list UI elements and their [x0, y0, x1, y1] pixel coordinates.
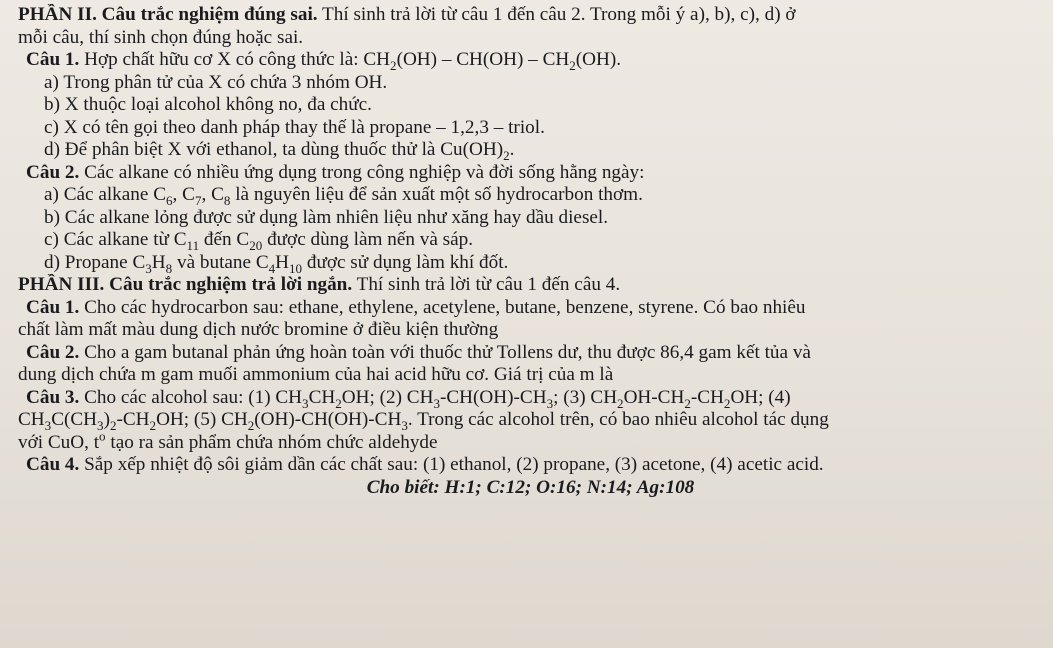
part2-intro-line1	[18, 4, 1043, 27]
part3-intro-line	[18, 274, 1043, 297]
part3-q4-line: Câu 4. Sắp xếp nhiệt độ sôi giảm dần các chất sau: (1) ethanol, (2) propane, (3) acetone, (4) acetic acid.	[26, 454, 824, 475]
part3-intro-text: Thí sinh trả lời từ câu 1 đến câu 4.	[352, 274, 621, 295]
part3-q1-line2: chất làm mất màu dung dịch nước bromine ở điều kiện thường	[18, 319, 499, 340]
part2-heading: PHẦN II. Câu trắc nghiệm đúng sai.	[18, 4, 318, 25]
part2-q1-label: Câu 1.	[26, 49, 80, 70]
part2-q2-option-d: d) Propane $C_3H_8$ và butane $C_4H_{10}$ được sử dụng làm khí đốt.	[44, 251, 509, 274]
part2-q2-stem: Câu 2. Các alkane có nhiều ứng dụng trong công nghiệp và đời sống hằng ngày:	[26, 161, 645, 183]
part3-heading: PHẦN III. Câu trắc nghiệm trả lời ngắn.	[18, 274, 353, 295]
part3-q2-line2: dung dịch chứa m gam muối ammonium của hai acid hữu cơ. Giá trị của m là	[18, 364, 614, 385]
part2-intro-line2: mỗi câu, thí sinh chọn đúng hoặc sai.	[18, 26, 304, 48]
part2-q1-option-a: a) Trong phân tử của X có chứa 3 nhóm OH.	[44, 71, 388, 93]
part2-q2-option-c: c) Các alkane từ $C_{11}$ đến $C_{20}$ được dùng làm nến và sáp.	[44, 229, 474, 252]
part3-q4-label: Câu 4.	[26, 454, 80, 475]
part2-q2-option-a: a) Các alkane $C_6$, $C_7$, $C_8$ là nguyên liệu để sản xuất một số hydrocarbon thơm.	[44, 184, 643, 207]
part3-q3-label: Câu 3.	[26, 386, 80, 408]
part2-q1-option-d: d) Để phân biệt X với ethanol, ta dùng thuốc thử là $Cu(OH)_2$.	[44, 139, 515, 162]
part3-q1-line1: Câu 1. Cho các hydrocarbon sau: ethane, ethylene, acetylene, butane, benzene, styrene. Có bao nhiêu	[26, 296, 806, 318]
given-atomic-masses: Cho biết: H:1; C:12; O:16; N:14; Ag:108	[366, 476, 695, 498]
part3-q2-line1: Câu 2. Cho a gam butanal phản ứng hoàn toàn với thuốc thử Tollens dư, thu được 86,4 gam kết tủa và	[26, 341, 811, 363]
part2-intro-text: Thí sinh trả lời từ câu 1 đến câu 2. Trong mỗi ý a), b), c), d) ở	[317, 4, 796, 25]
part2-q2-option-b: b) Các alkane lỏng được sử dụng làm nhiên liệu như xăng hay dầu diesel.	[44, 206, 609, 228]
part3-q2-label: Câu 2.	[26, 341, 80, 363]
part3-q1-label: Câu 1.	[26, 296, 80, 318]
part2-q1-option-b: b) X thuộc loại alcohol không no, đa chức.	[44, 94, 372, 115]
part3-q3-line2: $CH_3C(CH_3)_2-CH_2OH$; (5) $CH_2(OH)-CH(OH)-CH_3$. Trong các alcohol trên, có bao nhiêu alcohol tác dụng	[18, 409, 829, 432]
part2-q2-label: Câu 2.	[26, 161, 80, 183]
part2-q1-option-c: c) X có tên gọi theo danh pháp thay thế là propane – 1,2,3 – triol.	[44, 116, 545, 138]
part3-q3-line3: với CuO, $t^o$ tạo ra sản phẩm chứa nhóm chức aldehyde	[18, 431, 438, 453]
part2-q1-stem: Câu 1. Hợp chất hữu cơ X có công thức là: $CH_2(OH) - CH(OH) - CH_2(OH)$.	[26, 49, 622, 72]
part3-q3-line1: Câu 3. Cho các alcohol sau: (1) $CH_3CH_2OH$; (2) $CH_3-CH(OH)-CH_3$; (3) $CH_2OH-CH_2-CH_2OH$; (4)	[26, 386, 791, 409]
